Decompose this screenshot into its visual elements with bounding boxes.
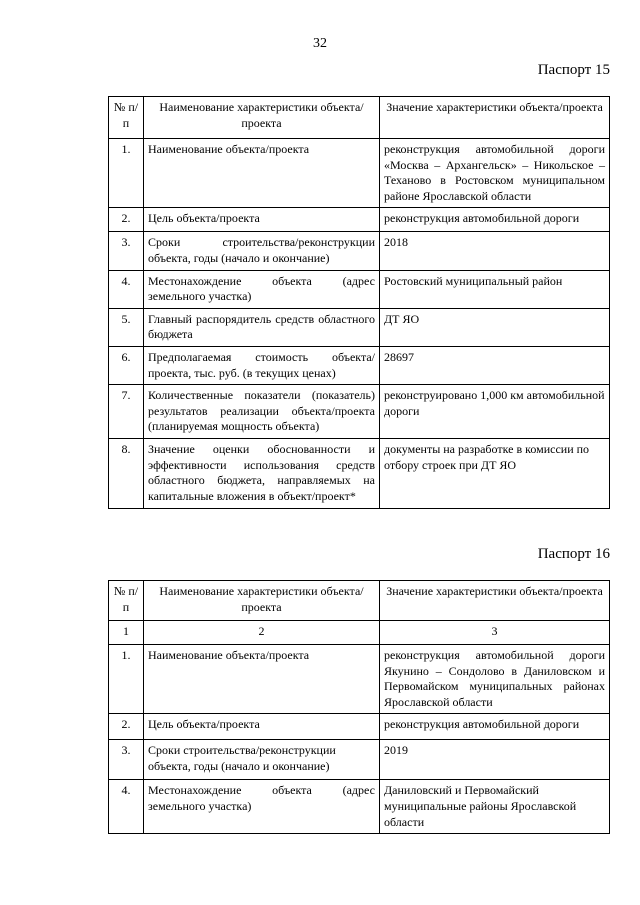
- header-value: Значение характеристики объекта/проекта: [380, 581, 610, 621]
- row-name: Главный распорядитель средств областного бюджета: [144, 308, 380, 346]
- row-number: 3.: [109, 232, 144, 270]
- row-number: 6.: [109, 346, 144, 384]
- header-value: Значение характеристики объекта/проекта: [380, 97, 610, 139]
- row-number: 5.: [109, 308, 144, 346]
- row-value: реконструкция автомобильной дороги: [380, 208, 610, 232]
- passport-16-title: Паспорт 16: [537, 546, 610, 562]
- table-row: [109, 439, 610, 509]
- column-number: 1: [109, 621, 144, 645]
- table-row: [109, 780, 610, 834]
- row-value: 2018: [380, 232, 610, 270]
- row-number: 3.: [109, 740, 144, 780]
- row-name: Сроки строительства/реконструкции объекта, годы (начало и окончание): [144, 740, 380, 780]
- column-number-row: [109, 621, 610, 645]
- row-value: Ростовский муниципальный район: [380, 270, 610, 308]
- table-row: [109, 208, 610, 232]
- passport-15-title: Паспорт 15: [537, 62, 610, 78]
- table-header-row: [109, 581, 610, 621]
- table-row: [109, 139, 610, 208]
- row-number: 7.: [109, 385, 144, 439]
- table-row: [109, 232, 610, 270]
- row-name: Сроки строительства/реконструкции объекта, годы (начало и окончание): [144, 232, 380, 270]
- header-name: Наименование характеристики объекта/проекта: [144, 581, 380, 621]
- row-number: 1.: [109, 139, 144, 208]
- row-value: 2019: [380, 740, 610, 780]
- table-row: [109, 740, 610, 780]
- row-name: Цель объекта/проекта: [144, 208, 380, 232]
- row-name: Количественные показатели (показатель) результатов реализации объекта/проекта (планируемая мощность объекта): [144, 385, 380, 439]
- table-row: [109, 385, 610, 439]
- row-name: Наименование объекта/проекта: [144, 139, 380, 208]
- row-name: Предполагаемая стоимость объекта/проекта, тыс. руб. (в текущих ценах): [144, 346, 380, 384]
- column-number: 3: [380, 621, 610, 645]
- row-value: реконструировано 1,000 км автомобильной дороги: [380, 385, 610, 439]
- row-value: реконструкция автомобильной дороги: [380, 714, 610, 740]
- row-value: Даниловский и Первомайский муниципальные районы Ярославской области: [380, 780, 610, 834]
- row-number: 1.: [109, 645, 144, 714]
- row-name: Цель объекта/проекта: [144, 714, 380, 740]
- row-value: реконструкция автомобильной дороги Якунино – Сондолово в Даниловском и Первомайском муниципальных районах Ярославской области: [380, 645, 610, 714]
- row-value: реконструкция автомобильной дороги «Москва – Архангельск» – Никольское – Теханово в Ростовском муниципальном районе Ярославской области: [380, 139, 610, 208]
- table-row: [109, 270, 610, 308]
- table-row: [109, 346, 610, 384]
- header-number: № п/п: [109, 97, 144, 139]
- row-name: Наименование объекта/проекта: [144, 645, 380, 714]
- table-header-row: [109, 97, 610, 139]
- page-number: 32: [313, 36, 327, 51]
- row-number: 2.: [109, 208, 144, 232]
- row-value: документы на разработке в комиссии по отбору строек при ДТ ЯО: [380, 439, 610, 509]
- row-value: 28697: [380, 346, 610, 384]
- row-name: Значение оценки обоснованности и эффективности использования средств областного бюджета, направляемых на капитальные вложения в объект/проект*: [144, 439, 380, 509]
- row-name: Местонахождение объекта (адрес земельного участка): [144, 270, 380, 308]
- row-number: 2.: [109, 714, 144, 740]
- row-number: 8.: [109, 439, 144, 509]
- passport-16-table: [108, 580, 610, 834]
- row-name: Местонахождение объекта (адрес земельного участка): [144, 780, 380, 834]
- column-number: 2: [144, 621, 380, 645]
- row-number: 4.: [109, 270, 144, 308]
- row-number: 4.: [109, 780, 144, 834]
- table-row: [109, 308, 610, 346]
- passport-15-table: [108, 96, 610, 509]
- header-name: Наименование характеристики объекта/проекта: [144, 97, 380, 139]
- table-row: [109, 645, 610, 714]
- row-value: ДТ ЯО: [380, 308, 610, 346]
- header-number: № п/п: [109, 581, 144, 621]
- table-row: [109, 714, 610, 740]
